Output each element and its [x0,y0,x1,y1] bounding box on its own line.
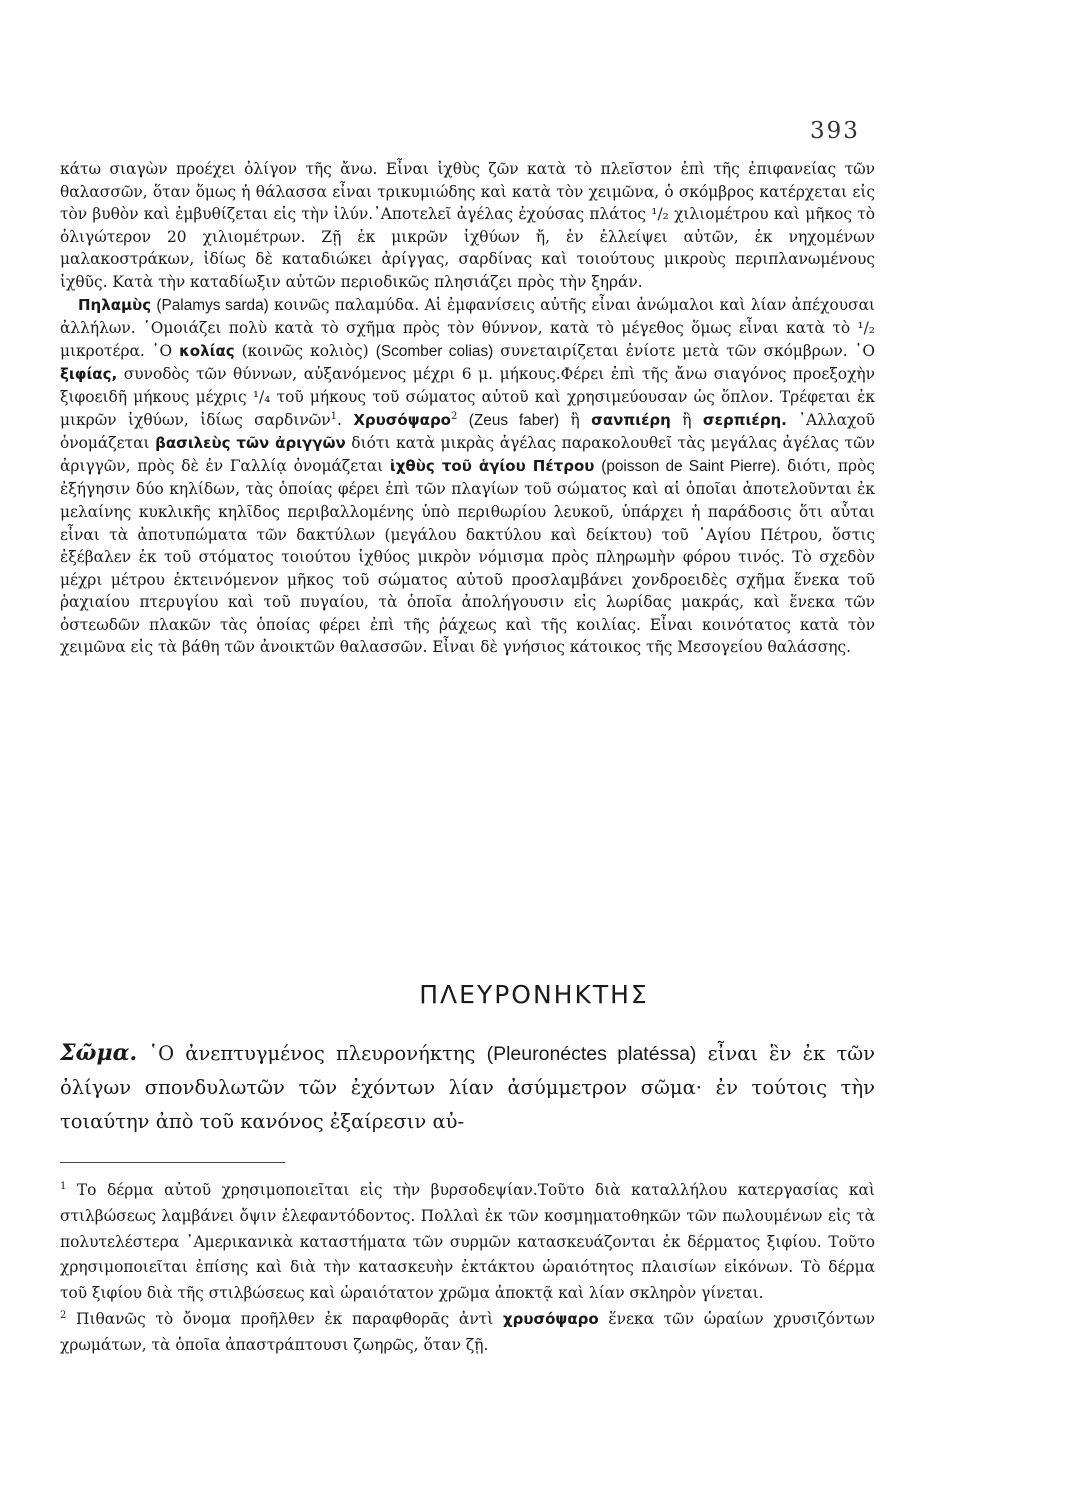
term-chrysopsaro: Χρυσόψαρο [353,410,451,429]
section-paragraph [60,1036,875,1139]
text-segment: διότι κατὰ μικρὰς ἀγέλας παρακολουθεῖ τὰς μεγάλας ἀγέλας τῶν ἀριγγῶν, πρὸς δὲ ἐν Γαλλίᾳ ὀνομάζεται [60,434,875,475]
text-segment: κοινῶς παλαμύδα. Αἱ ἐμφανίσεις αὐτῆς εἶναι ἀνώμαλοι καὶ λίαν ἀπέχουσαι ἀλλήλων. ῾Ομοιάζει πολὺ κατὰ τὸ σχῆμα πρὸς τὸν θύννον, κατὰ τὸ μέγεθος ὅμως εἶναι κατὰ τὸ ¹/₂ μικροτέρα. ῾Ο [60,295,875,360]
text-segment: ᾿Αλλαχοῦ ὀνομάζεται [60,410,875,453]
footnote-divider [60,1162,285,1163]
latin-palamys: (Palamys sarda) [156,296,269,314]
section-heading: ΠΛΕΥΡΟΝΗΚΤΗΣ [419,980,649,1009]
footnote-1 [60,1178,875,1307]
footnote-text: Πιθανῶς τὸ ὄνομα προῆλθεν ἐκ παραφθορᾶς ἀντὶ [76,1309,494,1328]
footnote-number-1: 1 [60,1180,67,1192]
footnote-ref-2: 2 [451,410,458,422]
text-segment: ἢ [682,410,692,429]
term-serpieri: σερπιέρη. [702,410,787,429]
footnote-ref-1: 1 [330,410,337,422]
term-chrysopsaro-footnote: χρυσόψαρο [502,1309,599,1328]
text-segment: ἢ [570,410,580,429]
latin-scomber-colias: (Scomber colias) [375,342,494,360]
latin-saint-pierre: (poisson de Saint Pierre). [601,457,781,475]
text-segment: συνοδὸς τῶν θύννων, αὐξανόμενος μέχρι 6 μ. μήκους.Φέρει ἐπὶ τῆς ἄνω σιαγόνος προεξοχὴν ξιφοειδῆ μήκους μέχρις ¹/₄ τοῦ μήκους τοῦ σώματος αὐτοῦ καὶ χρησιμεύουσαν ὡς ὅπλον. Τρέφεται ἐκ μικρῶν ἰχθύων, ἰδίως σαρδινῶν [60,365,875,429]
footnote-number-2: 2 [60,1309,67,1321]
paragraph-species [60,294,875,660]
term-king-of-herrings: βασιλεὺς τῶν ἀριγγῶν [155,434,346,453]
footnotes [60,1178,875,1359]
term-kolias: κολίας [179,341,235,360]
footnote-2 [60,1307,875,1359]
term-sanpieri: σανπιέρη [591,410,671,429]
text-segment: (κοινῶς κολιὸς) [241,341,369,360]
text-segment: . [337,410,342,429]
text-segment: συνεταιρίζεται ἐνίοτε μετὰ τῶν σκόμβρων. ῾Ο [500,341,875,360]
text-segment: ῾Ο ἀνεπτυγμένος πλευρονήκτης [148,1042,476,1065]
section-label: Σῶμα. [60,1040,138,1066]
section-text [60,1036,875,1139]
paragraph-scomber: κάτω σιαγὼν προέχει ὀλίγον τῆς ἄνω. Εἶναι ἰχθὺς ζῶν κατὰ τὸ πλεῖστον ἐπὶ τῆς ἐπιφανείας τῶν θαλασσῶν, ὅταν ὅμως ἡ θάλασσα εἶναι τρικυμιώδης καὶ κατὰ τὸν χειμῶνα, ὁ σκόμβρος κατέρχεται εἰς τὸν βυθὸν καὶ ἐμβυθίζεται εἰς τὴν ἰλύν.᾿Αποτελεῖ ἀγέλας ἐχούσας πλάτος ¹/₂ χιλιομέτρου καὶ μῆκος τὸ ὀλιγώτερον 20 χιλιομέτρων. Ζῇ ἐκ μικρῶν ἰχθύων ἤ, ἐν ἐλλείψει αὐτῶν, ἐκ νηχομένων μαλακοστράκων, ἰδίως δὲ καταδιώκει ἀρίγγας, σαρδίνας καὶ τοιούτους μικροὺς περιπλανωμένους ἰχθῦς. Κατὰ τὴν καταδίωξιν αὐτῶν περιοδικῶς πλησιάζει πρὸς τὴν ξηράν. [60,160,875,291]
text-segment: εἶναι ἓν ἐκ τῶν ὀλίγων σπονδυλωτῶν τῶν ἐχόντων λίαν ἀσύμμετρον σῶμα· ἐν τούτοις τὴν τοιαύτην ἀπὸ τοῦ κανόνος ἐξαίρεσιν αὐ- [60,1042,876,1133]
latin-pleuronectes: (Pleuronéctes platéssa) [486,1043,697,1065]
page-number: 393 [810,118,860,144]
latin-zeus-faber: (Zeus faber) [468,411,560,429]
footnote-text: ἕνεκα τῶν ὡραίων χρυσιζόντων χρωμάτων, τὰ ὁποῖα ἀπαστράπτουσι ζωηρῶς, ὅταν ζῇ. [60,1309,875,1354]
footnote-text: Το δέρμα αὐτοῦ χρησιμοποιεῖται εἰς τὴν βυρσοδεψίαν.Τοῦτο διὰ καταλλήλου κατεργασίας καὶ στιλβώσεως λαμβάνει ὄψιν ἐλεφαντόδοντος. Πολλαὶ ἐκ τῶν κοσμηματοθηκῶν τῶν πωλουμένων εἰς τὰ πολυτελέστερα ᾿Αμερικανικὰ καταστήματα τῶν συρμῶν κατασκευάζονται ἐκ δέρματος ξιφίου. Τοῦτο χρησιμοποιεῖται ἐπίσης καὶ διὰ τὴν κατασκευὴν ἐκτάκτου ὡραιότητος πλαισίων εἰκόνων. Τὸ δέρμα τοῦ ξιφίου διὰ τῆς στιλβώσεως καὶ ὡραιότατον χρῶμα ἀποκτᾷ καὶ λίαν σκληρὸν γίνεται. [60,1181,875,1303]
main-text [60,158,875,659]
text-segment: διότι, πρὸς ἐξήγησιν δύο κηλίδων, τὰς ὁποίας φέρει ἐπὶ τῶν πλαγίων τοῦ σώματος καὶ αἱ ὁποῖαι ἀποτελοῦνται ἐκ μελαίνης κυκλικῆς κηλῖδος περιβαλλομένης ὑπὸ περιθωρίου λευκοῦ, ὑπάρχει ἡ παράδοσις ὅτι αὗται εἶναι τὰ ἀποτυπώματα τῶν δακτύλων (μεγάλου δακτύλου καὶ δείκτου) τοῦ ῾Αγίου Πέτρου, ὅστις ἐξέβαλεν ἐκ τοῦ στόματος τοιούτου ἰχθύος μικρὸν νόμισμα πρὸς πληρωμὴν φόρου τινός. Τὸ σχεδὸν μέχρι μέτρου ἐκτεινόμενον μῆκος τοῦ σώματος αὐτοῦ προσλαμβάνει χονδροειδὲς σχῆμα ἕνεκα τοῦ ῥαχιαίου πτερυγίου καὶ τοῦ πυγαίου, τὰ ὁποῖα ἀπολήγουσιν εἰς λωρίδας μακράς, καὶ ἕνεκα τῶν ὀστεωδῶν πλακῶν τὰς ὁποίας φέρει ἐπὶ τῆς ῥάχεως καὶ τῆς κοιλίας. Εἶναι κοινότατος κατὰ τὸν χειμῶνα εἰς τὰ βάθη τῶν ἀνοικτῶν θαλασσῶν. Εἶναι δὲ γνήσιος κάτοικος τῆς Μεσογείου θαλάσσης. [60,456,875,657]
term-fish-of-saint-peter: ἰχθὺς τοῦ ἁγίου Πέτρου [389,456,595,475]
term-pilamys: Πηλαμὺς [78,295,152,314]
term-xifias: ξιφίας, [60,365,118,384]
